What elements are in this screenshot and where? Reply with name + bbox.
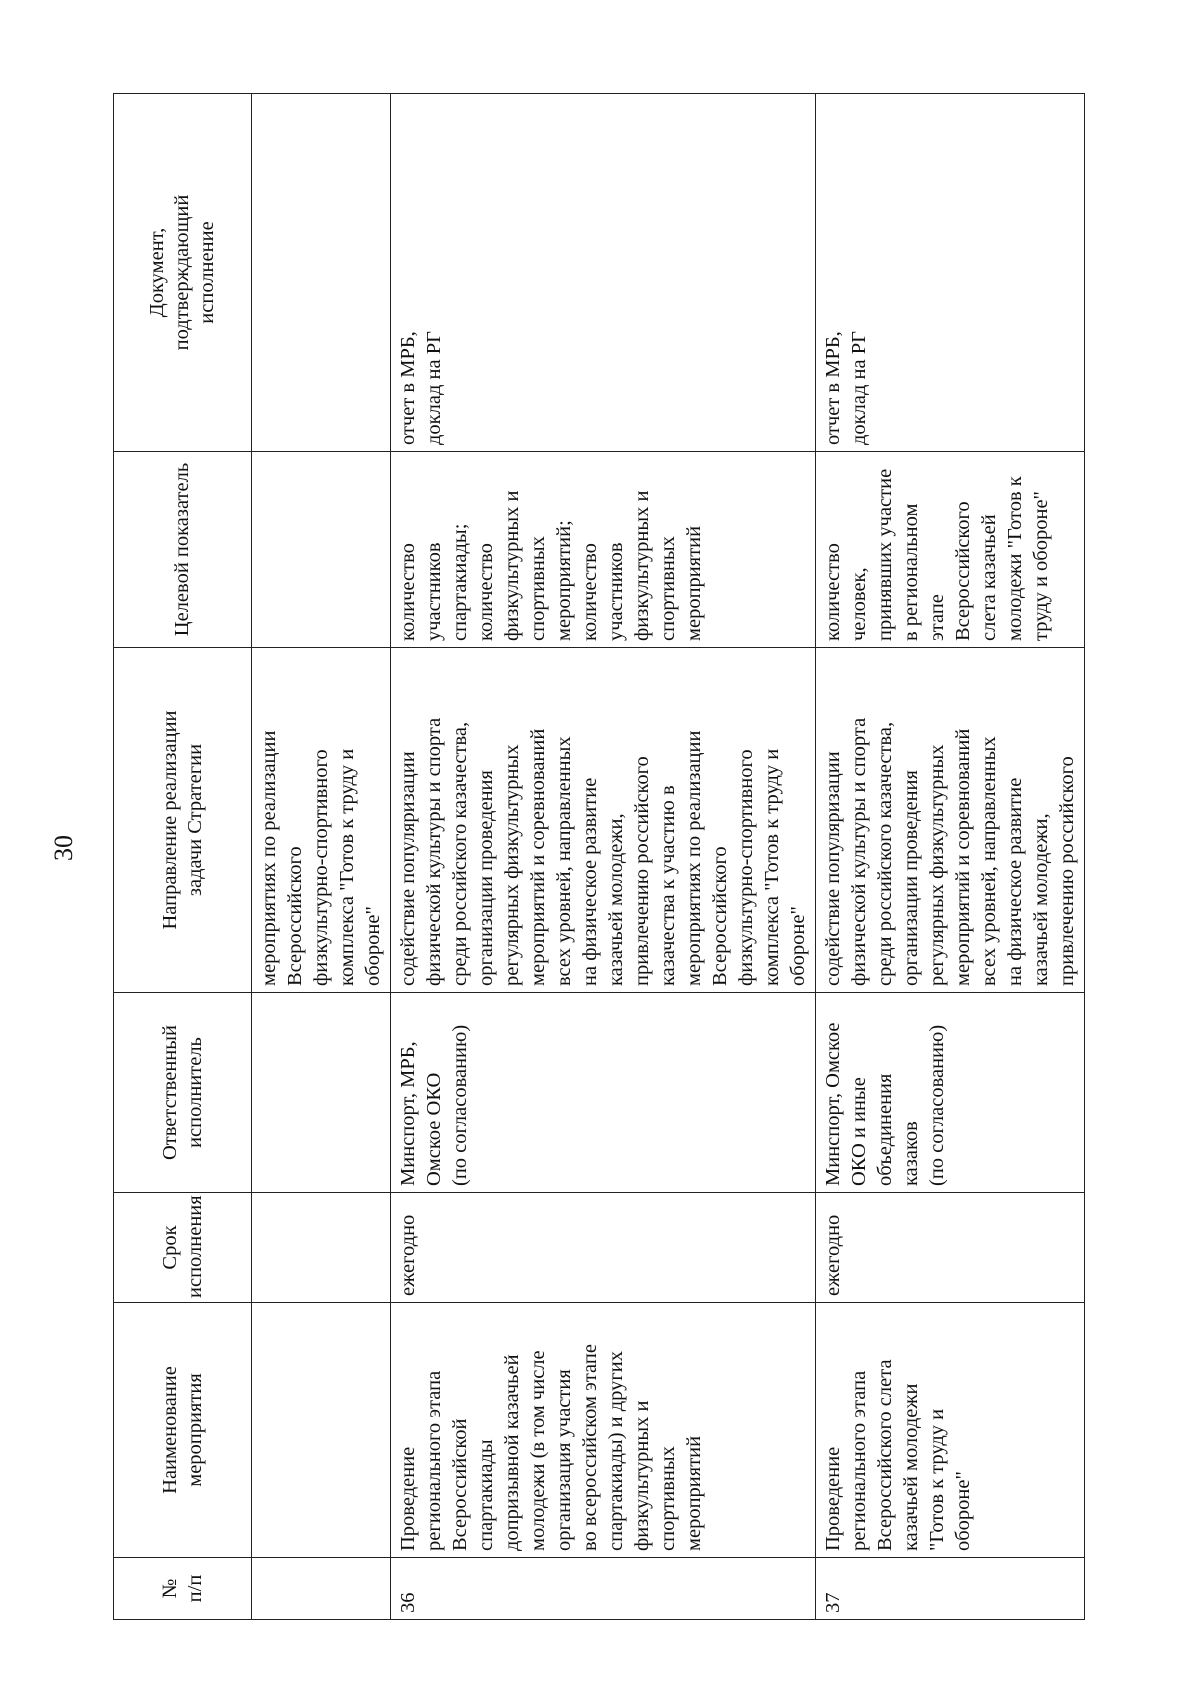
- cell-direction: содействие популяризации физической культуры и спорта среди российского казачества, организации проведения регулярных физкультурных мероприятий и соревнований всех уровней, направленных на физическое развитие казачьей молодежи, привлечению российского казачества к участию в мероприятиях по реализации Всероссийского физкультурно-спортивного комплекса "Готов к труду и обороне": [391, 648, 816, 993]
- cell-name: [252, 1303, 391, 1558]
- cell-indicator: количество участников спартакиады; количество физкультурных и спортивных мероприятий; количество участников физкультурных и спортивных мероприятий: [391, 452, 816, 648]
- table-row-continuation: [252, 94, 391, 1620]
- cell-num: [252, 1558, 391, 1620]
- table-header-row: [114, 94, 252, 1620]
- cell-term: ежегодно: [816, 1193, 1085, 1303]
- cell-indicator: [252, 452, 391, 648]
- header-indicator: Целевой показатель: [114, 452, 252, 648]
- table-row: [816, 94, 1085, 1620]
- cell-responsible: [252, 993, 391, 1193]
- cell-term: [252, 1193, 391, 1303]
- cell-term: ежегодно: [391, 1193, 816, 1303]
- cell-direction: содействие популяризации физической культуры и спорта среди российского казачества, организации проведения регулярных физкультурных мероприятий и соревнований всех уровней, направленных на физическое развитие казачьей молодежи, привлечению российского: [816, 648, 1085, 993]
- cell-direction: мероприятиях по реализации Всероссийского физкультурно-спортивного комплекса "Готов к труду и обороне": [252, 648, 391, 993]
- plan-table: [113, 93, 1085, 1620]
- cell-name: Проведение регионального этапа Всероссийского слета казачьей молодежи "Готов к труду и обороне": [816, 1303, 1085, 1558]
- header-document: Документ, подтверждающий исполнение: [114, 94, 252, 452]
- header-direction: Направление реализации задачи Стратегии: [114, 648, 252, 993]
- rotated-table-page: [113, 94, 1078, 1620]
- cell-name: Проведение регионального этапа Всероссийской спартакиады допризывной казачьей молодежи (в том числе организация участия во всероссийском этапе спартакиады) и других физкультурных и спортивных мероприятий: [391, 1303, 816, 1558]
- cell-indicator: количество человек, принявших участие в региональном этапе Всероссийского слета казачьей молодежи "Готов к труду и обороне": [816, 452, 1085, 648]
- page-number: 30: [49, 835, 78, 861]
- table-row: [391, 94, 816, 1620]
- header-num: № п/п: [114, 1558, 252, 1620]
- cell-responsible: Минспорт, Омское ОКО и иные объединения казаков (по согласованию): [816, 993, 1085, 1193]
- cell-document: отчет в МРБ, доклад на РГ: [816, 94, 1085, 452]
- cell-responsible: Минспорт, МРБ, Омское ОКО (по согласованию): [391, 993, 816, 1193]
- cell-num: 36: [391, 1558, 816, 1620]
- cell-document: [252, 94, 391, 452]
- header-name: Наименование мероприятия: [114, 1303, 252, 1558]
- header-term: Срок исполнения: [114, 1193, 252, 1303]
- cell-num: 37: [816, 1558, 1085, 1620]
- cell-document: отчет в МРБ, доклад на РГ: [391, 94, 816, 452]
- header-responsible: Ответственный исполнитель: [114, 993, 252, 1193]
